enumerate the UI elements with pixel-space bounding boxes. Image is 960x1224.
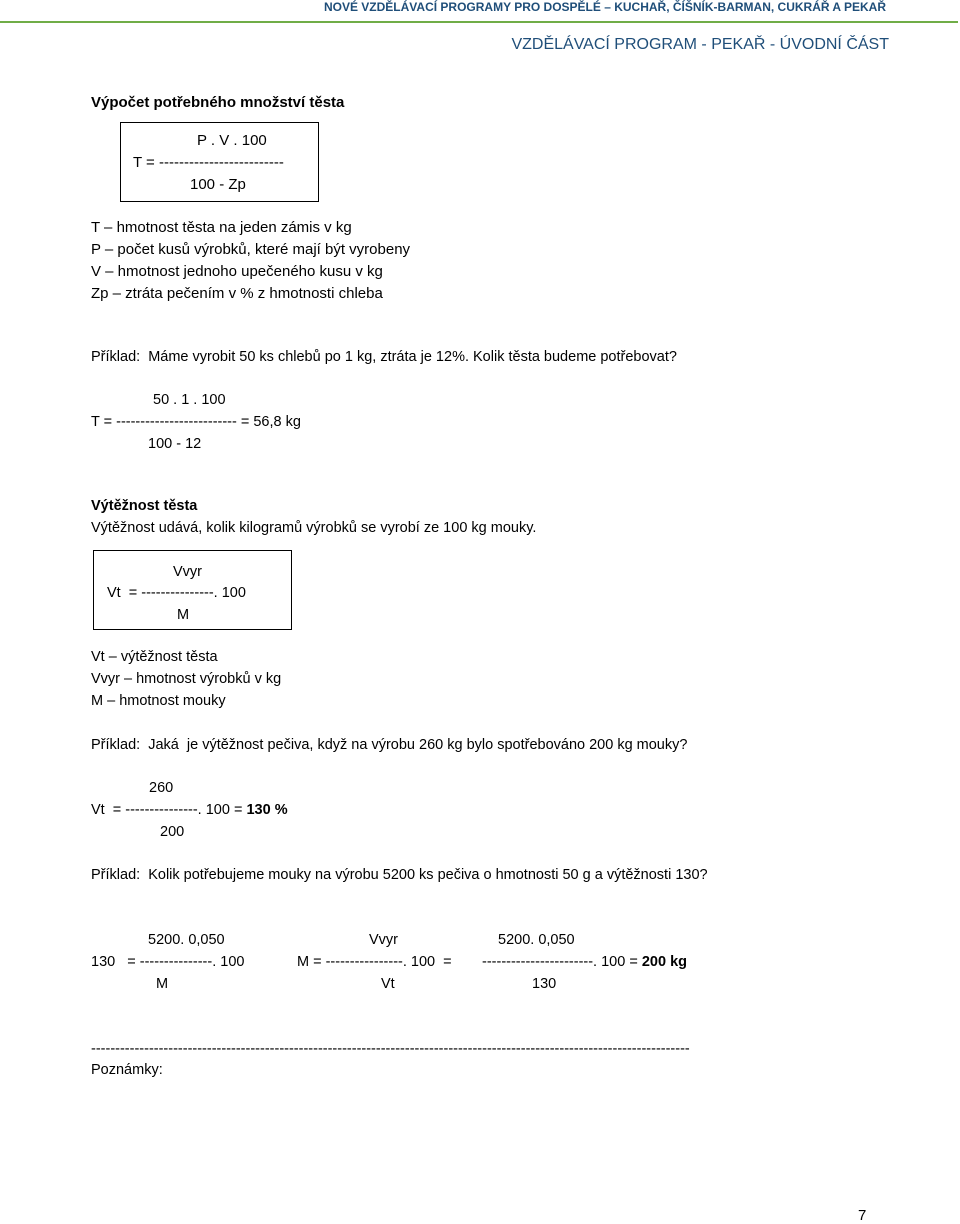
example2-col3-denominator: 130 bbox=[532, 976, 557, 992]
example-text: Příklad: Máme vyrobit 50 ks chlebů po 1 kg, ztráta je 12%. Kolik těsta budeme potřebovat? bbox=[91, 349, 677, 365]
example1-text: Příklad: Jaká je výtěžnost pečiva, když na výrobu 260 kg bylo spotřebováno 200 kg mouky? bbox=[91, 737, 688, 753]
section2-title: Výtěžnost těsta bbox=[91, 498, 198, 514]
program-title: NOVÉ VZDĚLÁVACÍ PROGRAMY PRO DOSPĚLÉ – KUCHAŘ, ČÍŠNÍK-BARMAN, CUKRÁŘ A PEKAŘ bbox=[323, 0, 886, 14]
example2-result: 200 kg bbox=[641, 954, 687, 970]
notes-divider: ---------------------------------------------------------------------------------------------------------------------------- bbox=[91, 1041, 690, 1057]
example2-col3-line bbox=[482, 951, 687, 973]
example2-col3-numerator: 5200. 0,050 bbox=[498, 932, 575, 948]
example1-result: 130 % bbox=[246, 802, 288, 818]
example-denominator: 100 - 12 bbox=[148, 436, 202, 452]
formula-line: T = ------------------------- bbox=[133, 154, 284, 171]
example2-col2-numerator: Vvyr bbox=[369, 932, 398, 948]
example2-col2-denominator: Vt bbox=[381, 976, 395, 992]
example1-denominator: 200 bbox=[160, 824, 185, 840]
example-line: T = ------------------------- = 56,8 kg bbox=[91, 414, 301, 430]
section-title: VZDĚLÁVACÍ PROGRAM - PEKAŘ - ÚVODNÍ ČÁST bbox=[511, 36, 889, 53]
legend-item: P – počet kusů výrobků, které mají být vyrobeny bbox=[91, 241, 411, 258]
formula-numerator: P . V . 100 bbox=[197, 132, 267, 149]
example2-col2-line: M = ----------------. 100 = bbox=[297, 954, 452, 970]
notes-label: Poznámky: bbox=[91, 1062, 163, 1078]
header-rule bbox=[0, 21, 958, 23]
example1-line bbox=[91, 799, 288, 821]
section2-description: Výtěžnost udává, kolik kilogramů výrobků se vyrobí ze 100 kg mouky. bbox=[91, 520, 537, 536]
example2-col3-line-prefix: -----------------------. 100 = bbox=[482, 954, 642, 970]
example-numerator: 50 . 1 . 100 bbox=[153, 392, 226, 408]
formula-denominator: 100 - Zp bbox=[190, 176, 246, 193]
example1-line-prefix: Vt = ---------------. 100 = bbox=[91, 802, 247, 818]
page-number: 7 bbox=[858, 1207, 867, 1224]
legend-item: Vt – výtěžnost těsta bbox=[91, 649, 218, 665]
legend-item: Vvyr – hmotnost výrobků v kg bbox=[91, 671, 282, 687]
legend-item: T – hmotnost těsta na jeden zámis v kg bbox=[91, 219, 352, 236]
example1-numerator: 260 bbox=[149, 780, 174, 796]
section1-title: Výpočet potřebného množství těsta bbox=[91, 94, 345, 111]
yield-line: Vt = ---------------. 100 bbox=[107, 585, 246, 601]
example2-col1-line: 130 = ---------------. 100 bbox=[91, 954, 245, 970]
example2-col1-numerator: 5200. 0,050 bbox=[148, 932, 225, 948]
yield-numerator: Vvyr bbox=[173, 564, 202, 580]
yield-denominator: M bbox=[177, 607, 190, 623]
legend-item: M – hmotnost mouky bbox=[91, 693, 226, 709]
legend-item: V – hmotnost jednoho upečeného kusu v kg bbox=[91, 263, 383, 280]
example2-col1-denominator: M bbox=[156, 976, 169, 992]
legend-item: Zp – ztráta pečením v % z hmotnosti chleba bbox=[91, 285, 383, 302]
example2-text: Příklad: Kolik potřebujeme mouky na výrobu 5200 ks pečiva o hmotnosti 50 g a výtěžnosti 130? bbox=[91, 867, 708, 883]
